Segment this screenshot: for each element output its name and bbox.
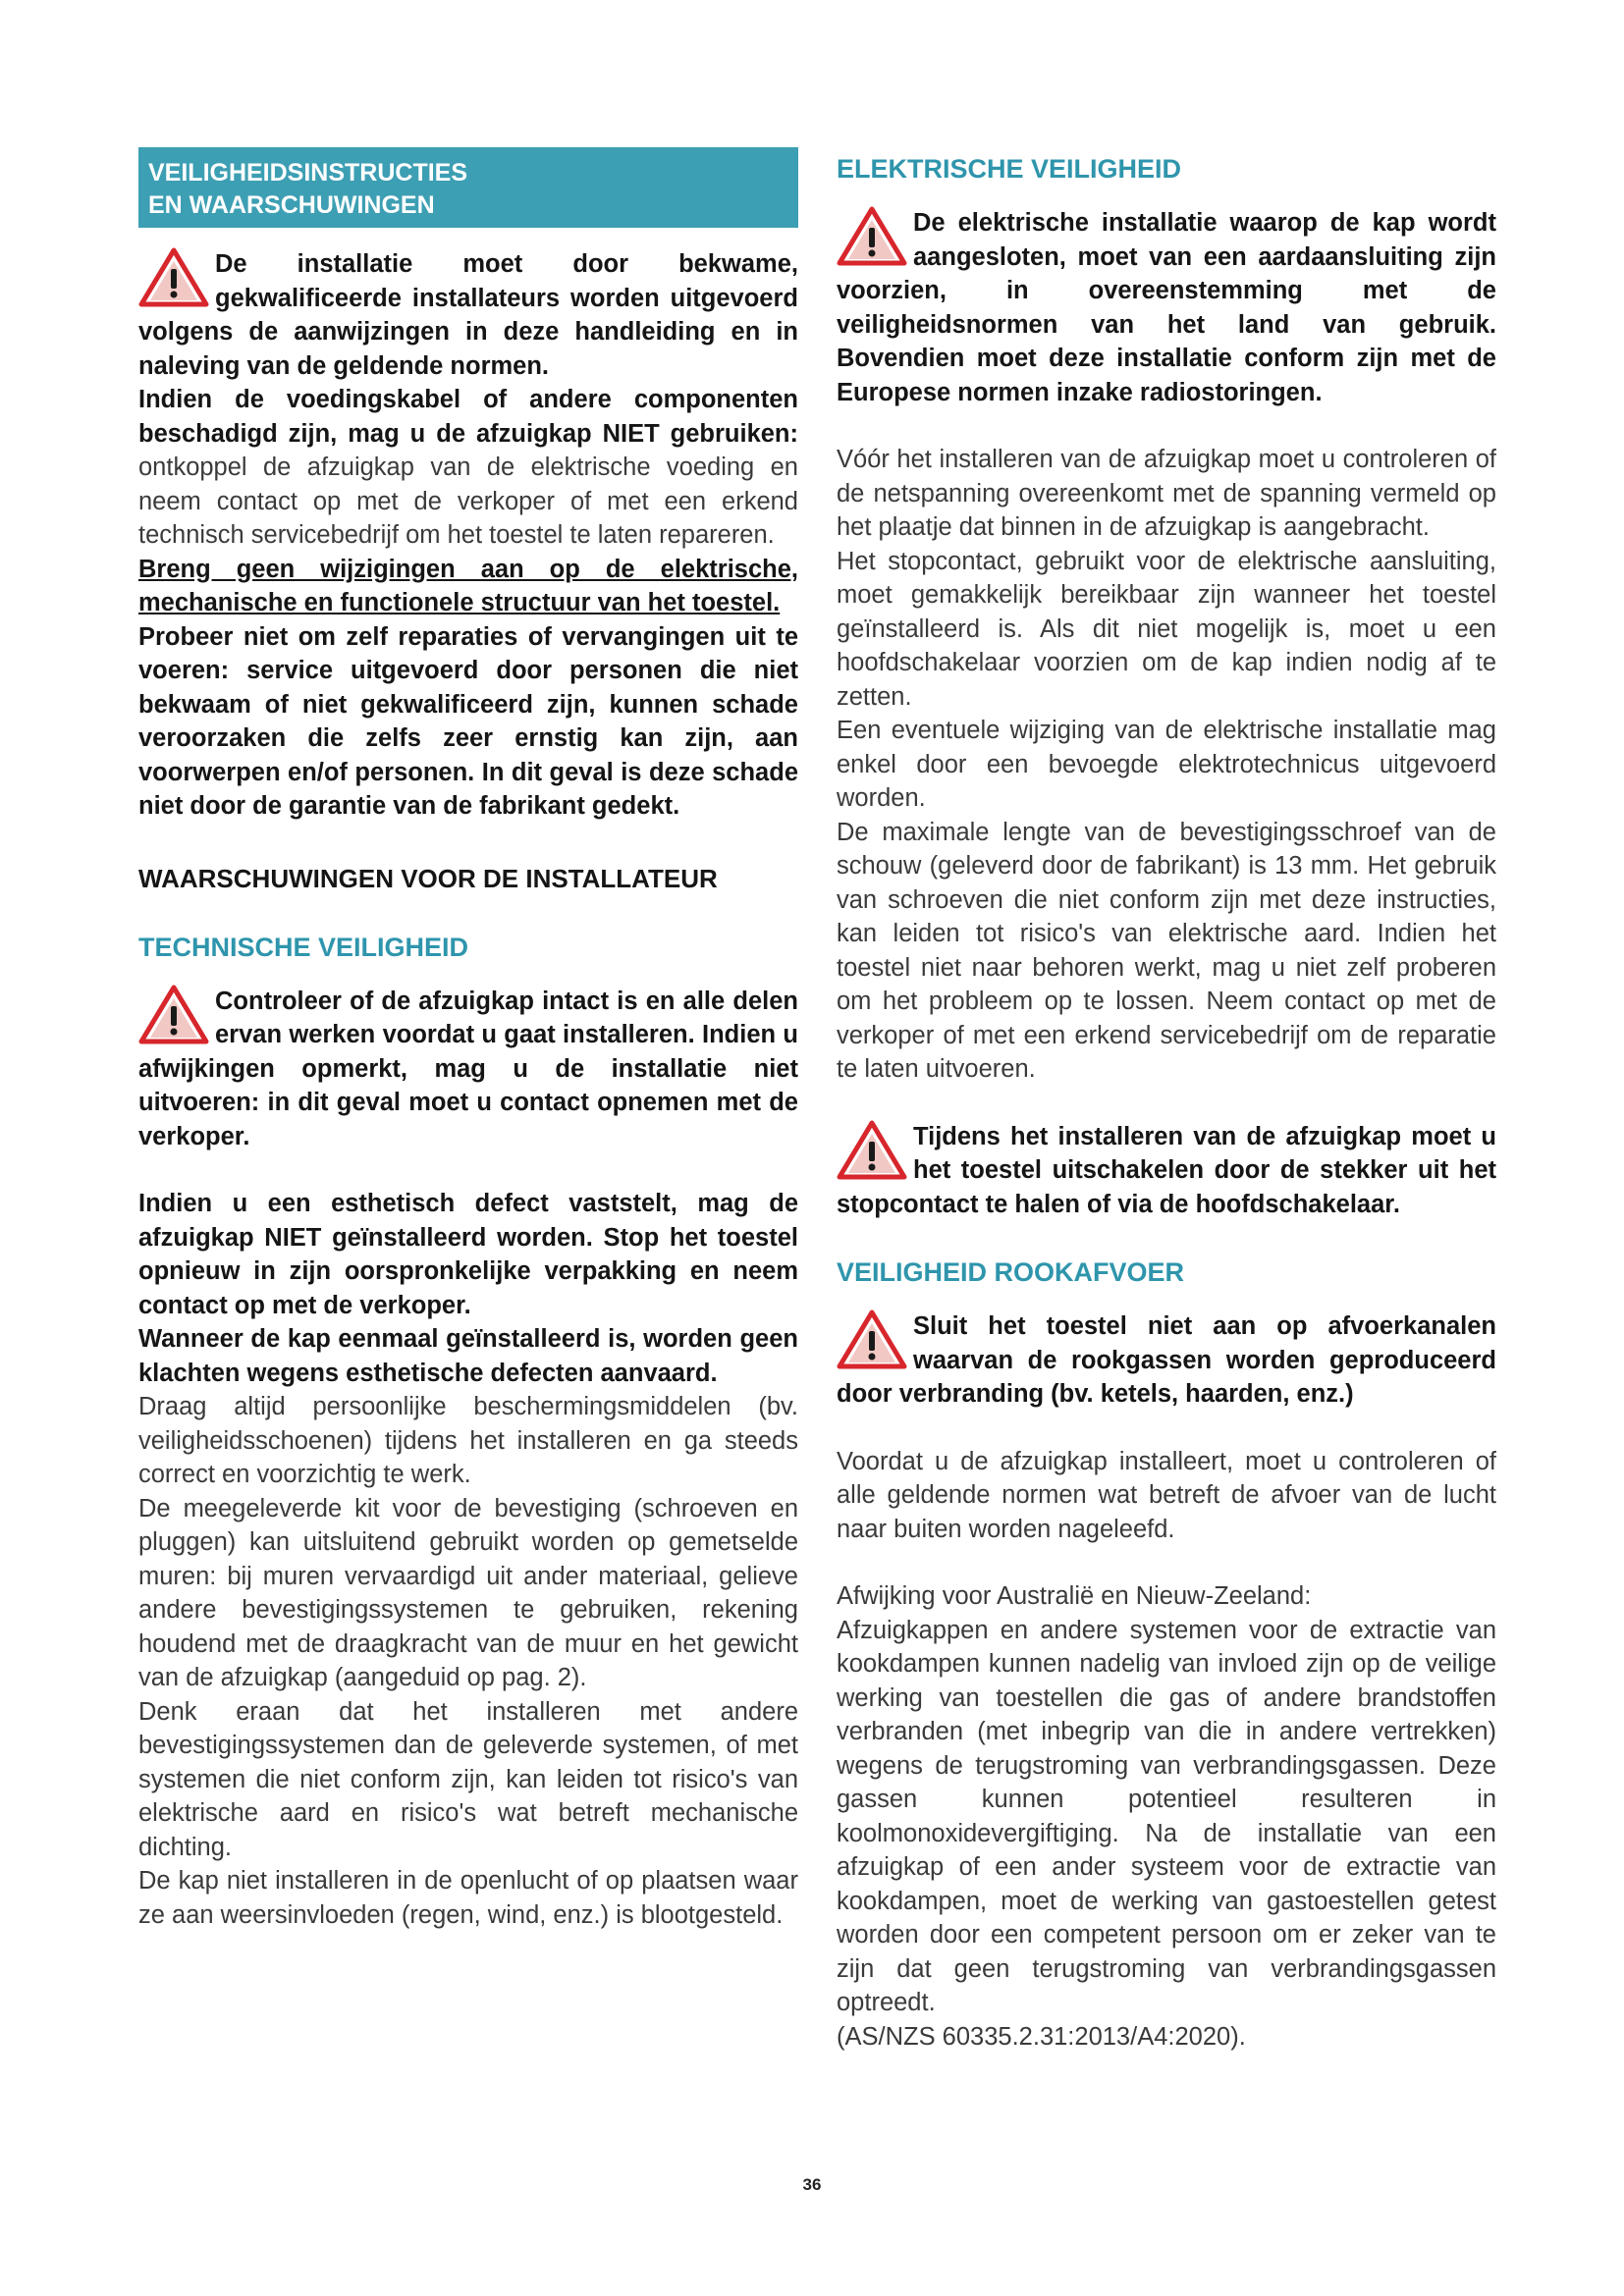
paragraph-no-complaints: Wanneer de kap eenmaal geïnstalleerd is, worden geen klachten wegens esthetische defecten aanvaard. (138, 1325, 798, 1387)
warning-text-grounding: De elektrische installatie waarop de kap wordt aangesloten, moet van een aardaansluiting zijn voorzien, in overeenstemming met de veiligheidsnormen van het land van gebruik. Bovendien moet deze installatie conform zijn met de Europese normen inzake radiostoringen. (837, 209, 1496, 406)
damaged-cable-light: ontkoppel de afzuigkap van de elektrische voeding en neem contact op met de verkoper of met een erkend technisch servicebedrijf om het toestel te laten repareren. (138, 454, 798, 549)
heading-electrical-safety: ELEKTRISCHE VEILIGHEID (837, 154, 1182, 184)
right-column (837, 147, 1496, 2054)
paragraph-other-systems: Denk eraan dat het installeren met andere bevestigingssystemen dan de geleverde systemen, of met systemen die niet conform zijn, kan leiden tot risico's van elektrische aard en risico's wat betreft mechanische dichting. (138, 1697, 798, 1861)
heading-technical-safety: TECHNISCHE VEILIGHEID (138, 932, 469, 962)
warning-text-flue: Sluit het toestel niet aan op afvoerkanalen waarvan de rookgassen worden geproduceerd door verbranding (bv. ketels, haarden, enz.) (837, 1312, 1496, 1408)
paragraph-no-modifications: Breng geen wijzigingen aan op de elektrische, mechanische en functionele structuur van het toestel. (138, 555, 798, 616)
warning-triangle-icon (138, 247, 209, 308)
warning-triangle-icon (837, 1309, 907, 1370)
left-column (138, 147, 798, 1932)
paragraph-no-self-repair: Probeer niet om zelf reparaties of vervangingen uit te voeren: service uitgevoerd door personen die niet bekwaam of niet gekwalificeerd zijn, kunnen schade veroorzaken die zelfs zeer ernstig kan zijn, aan voorwerpen en/of personen. In dit geval is deze schade niet door de garantie van de fabrikant gedekt. (138, 622, 798, 820)
paragraph-socket: Het stopcontact, gebruikt voor de elektrische aansluiting, moet gemakkelijk bereikbaar zijn wanneer het toestel geïnstalleerd is. Als dit niet mogelijk is, moet u een hoofdschakelaar voorzien om de kap indien nodig af te zetten. (837, 547, 1496, 711)
warning-block-intact (138, 985, 798, 1154)
warning-block-grounding (837, 206, 1496, 409)
warning-text-intact: Controleer of de afzuigkap intact is en alle delen ervan werken voordat u gaat installeren. Indien u afwijkingen opmerkt, mag u de installatie niet uitvoeren: in dit geval moet u contact opnemen met de verkoper. (138, 987, 798, 1150)
paragraph-aesthetic-defect: Indien u een esthetisch defect vaststelt, mag de afzuigkap NIET geïnstalleerd worden. Stop het toestel opnieuw in zijn oorspronkelijke verpakking en neem contact op met de verkoper. (138, 1190, 798, 1319)
warning-triangle-icon (138, 985, 209, 1045)
warning-text-disconnect: Tijdens het installeren van de afzuigkap moet u het toestel uitschakelen door de stekker uit het stopcontact te halen of via de hoofdschakelaar. (837, 1122, 1496, 1218)
paragraph-modification: Een eventuele wijziging van de elektrische installatie mag enkel door een bevoegde elektrotechnicus uitgevoerd worden. (837, 717, 1496, 812)
damaged-cable-bold: Indien de voedingskabel of andere componenten beschadigd zijn, mag u de afzuigkap NIET gebruiken: (138, 386, 798, 448)
paragraph-australia-body: Afzuigkappen en andere systemen voor de extractie van kookdampen kunnen nadelig van invloed zijn op de veilige werking van toestellen die gas of andere brandstoffen verbranden (met inbegrip van die in andere vertrekken) wegens de terugstroming van verbrandingsgassen. Deze gassen kunnen potentieel resulteren in koolmonoxidevergiftiging. Na de installatie van een afzuigkap of een ander systeem voor de extractie van kookdampen, moet de werking van gastoestellen getest worden door een competent persoon om er zeker van te zijn dat geen terugstroming van verbrandingsgassen optreedt. (837, 1616, 1496, 2016)
banner-title-line2: EN WAARSCHUWINGEN (148, 191, 435, 219)
paragraph-outdoor: De kap niet installeren in de openlucht of op plaatsen waar ze aan weersinvloeden (regen, wind, enz.) is blootgesteld. (138, 1867, 798, 1929)
heading-installer-warnings: WAARSCHUWINGEN VOOR DE INSTALLATEUR (138, 863, 718, 893)
paragraph-before-install: Voordat u de afzuigkap installeert, moet u controleren of alle geldende normen wat betreft de afvoer van de lucht naar buiten worden nageleefd. (837, 1447, 1496, 1543)
paragraph-mounting-kit: De meegeleverde kit voor de bevestiging (schroeven en pluggen) kan uitsluitend gebruikt worden op gemetselde muren: bij muren vervaardigd uit ander materiaal, gelieve andere bevestigingssystemen te gebruiken, rekening houdend met de draagkracht van de muur en het gewicht van de afzuigkap (aangeduid op pag. 2). (138, 1494, 798, 1691)
heading-smoke-safety: VEILIGHEID ROOKAFVOER (837, 1257, 1185, 1287)
warning-triangle-icon (837, 206, 907, 267)
warning-block-disconnect (837, 1120, 1496, 1222)
paragraph-standard-reference: (AS/NZS 60335.2.31:2013/A4:2020). (837, 2022, 1246, 2051)
warning-triangle-icon (837, 1120, 907, 1181)
paragraph-damaged-cable (138, 383, 798, 553)
page-number: 36 (802, 2175, 822, 2194)
paragraph-voltage-check: Vóór het installeren van de afzuigkap moet u controleren of de netspanning overeenkomt met de spanning vermeld op het plaatje dat binnen in de afzuigkap is aangebracht. (837, 446, 1496, 541)
warning-block-flue (837, 1309, 1496, 1412)
paragraph-screw-length: De maximale lengte van de bevestigingsschroef van de schouw (geleverd door de fabrikant) is 13 mm. Het gebruik van schroeven die niet conform zijn met deze instructies, kan leiden tot risico's van elektrische aard. Indien het toestel niet naar behoren werkt, mag u niet zelf proberen om het probleem op te lossen. Neem contact op met de verkoper of met een erkend servicebedrijf om de reparatie te laten uitvoeren. (837, 818, 1496, 1083)
banner-title-line1: VEILIGHEIDSINSTRUCTIES (148, 159, 468, 187)
warning-block-installers (138, 247, 798, 383)
paragraph-protection: Draag altijd persoonlijke beschermingsmiddelen (bv. veiligheidsschoenen) tijdens het installeren en ga steeds correct en voorzichtig te werk. (138, 1393, 798, 1488)
warning-text-installers: De installatie moet door bekwame, gekwalificeerde installateurs worden uitgevoerd volgens de aanwijzingen in deze handleiding en in naleving van de geldende normen. (138, 250, 798, 380)
section-banner (138, 147, 798, 228)
paragraph-australia-title: Afwijking voor Australië en Nieuw-Zeeland: (837, 1582, 1312, 1610)
